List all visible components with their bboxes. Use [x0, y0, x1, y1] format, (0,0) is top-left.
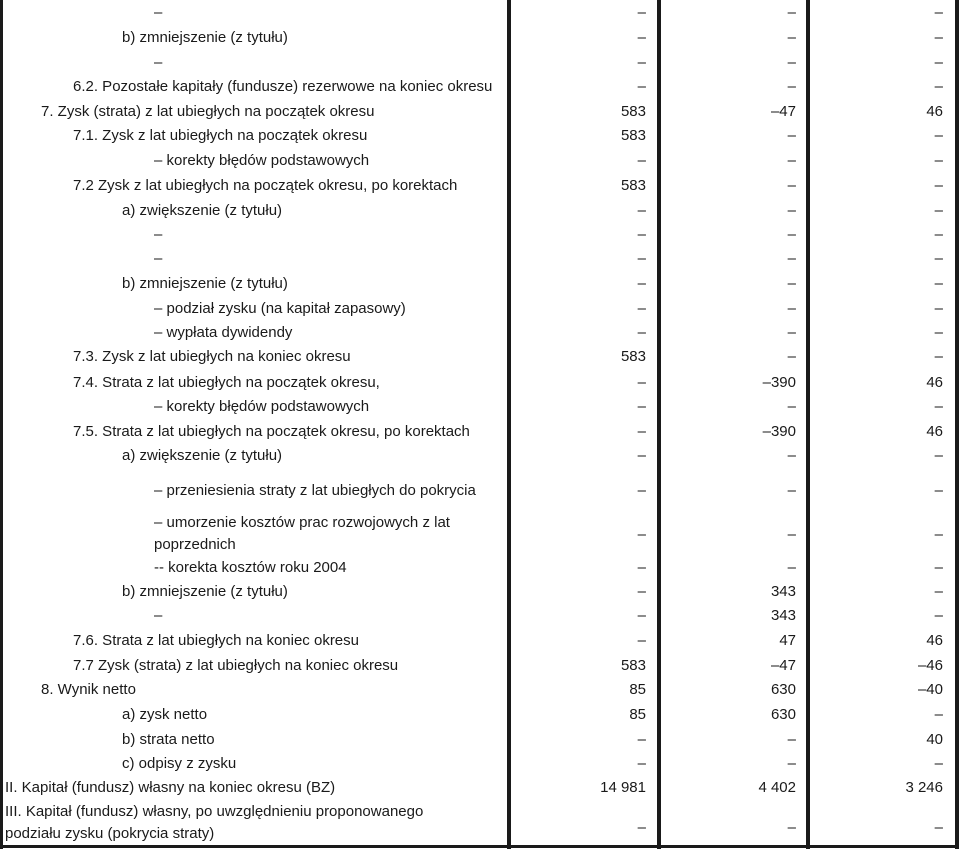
column-divider-3 — [806, 0, 810, 849]
value-col-3: – — [934, 78, 943, 95]
row-label: – korekty błędów podstawowych — [154, 152, 370, 169]
value-col-2: 630 — [770, 681, 796, 698]
value-col-1: 583 — [620, 348, 646, 365]
value-col-3: –40 — [917, 681, 943, 698]
value-col-1: – — [637, 559, 646, 576]
row-label: – — [154, 250, 163, 267]
value-col-1: – — [637, 275, 646, 292]
value-col-2: – — [787, 731, 796, 748]
value-col-1: – — [637, 423, 646, 440]
value-col-3: – — [934, 607, 943, 624]
value-col-2: 47 — [779, 632, 796, 649]
value-col-2: – — [787, 755, 796, 772]
value-col-3: – — [934, 706, 943, 723]
value-col-1: 85 — [629, 706, 646, 723]
row-label: 7.1. Zysk z lat ubiegłych na początek okresu — [73, 127, 368, 144]
value-col-3: – — [934, 819, 943, 836]
table-left-border — [0, 0, 3, 849]
value-col-1: – — [637, 374, 646, 391]
value-col-2: –390 — [762, 374, 796, 391]
value-col-2: – — [787, 226, 796, 243]
value-col-1: 583 — [620, 127, 646, 144]
value-col-2: 343 — [770, 583, 796, 600]
value-col-1: – — [637, 819, 646, 836]
value-col-3: – — [934, 559, 943, 576]
value-col-2: – — [787, 250, 796, 267]
value-col-2: –47 — [770, 103, 796, 120]
value-col-3: – — [934, 300, 943, 317]
value-col-2: – — [787, 152, 796, 169]
value-col-2: 630 — [770, 706, 796, 723]
value-col-3: 46 — [926, 103, 943, 120]
value-col-1: – — [637, 755, 646, 772]
value-col-3: – — [934, 755, 943, 772]
value-col-3: – — [934, 275, 943, 292]
row-label: b) zmniejszenie (z tytułu) — [122, 29, 288, 46]
value-col-2: – — [787, 54, 796, 71]
value-col-3: – — [934, 152, 943, 169]
value-col-1: – — [637, 583, 646, 600]
value-col-3: – — [934, 54, 943, 71]
row-label: a) zwiększenie (z tytułu) — [122, 447, 283, 464]
value-col-1: – — [637, 607, 646, 624]
value-col-1: – — [637, 152, 646, 169]
value-col-2: – — [787, 177, 796, 194]
value-col-3: – — [934, 398, 943, 415]
row-label: – przeniesienia straty z lat ubiegłych do pokrycia — [154, 482, 476, 499]
value-col-3: – — [934, 447, 943, 464]
value-col-3: 46 — [926, 423, 943, 440]
row-label: 7.7 Zysk (strata) z lat ubiegłych na koniec okresu — [73, 657, 399, 674]
value-col-2: – — [787, 482, 796, 499]
value-col-2: – — [787, 324, 796, 341]
value-col-3: – — [934, 526, 943, 543]
value-col-3: – — [934, 177, 943, 194]
row-label: III. Kapitał (fundusz) własny, po uwzględnieniu proponowanego podziału zysku (pokrycia straty) — [5, 803, 424, 842]
row-label: b) strata netto — [122, 731, 215, 748]
row-label: – — [154, 4, 163, 21]
value-col-1: – — [637, 482, 646, 499]
row-label: a) zwiększenie (z tytułu) — [122, 202, 283, 219]
value-col-2: – — [787, 447, 796, 464]
table-bottom-border — [0, 845, 959, 848]
value-col-2: – — [787, 202, 796, 219]
value-col-3: – — [934, 202, 943, 219]
row-label: 7.3. Zysk z lat ubiegłych na koniec okresu — [73, 348, 351, 365]
row-label: 7. Zysk (strata) z lat ubiegłych na początek okresu — [41, 103, 375, 120]
row-label: – wypłata dywidendy — [154, 324, 293, 341]
value-col-2: – — [787, 275, 796, 292]
value-col-1: 14 981 — [600, 779, 646, 796]
row-label: 7.2 Zysk z lat ubiegłych na początek okresu, po korektach — [73, 177, 458, 194]
column-divider-2 — [657, 0, 661, 849]
value-col-2: – — [787, 78, 796, 95]
value-col-1: – — [637, 250, 646, 267]
row-label: b) zmniejszenie (z tytułu) — [122, 583, 288, 600]
value-col-1: – — [637, 4, 646, 21]
row-label: – — [154, 607, 163, 624]
table-right-border — [955, 0, 959, 849]
value-col-3: – — [934, 482, 943, 499]
row-label: a) zysk netto — [122, 706, 208, 723]
row-label: c) odpisy z zysku — [122, 755, 237, 772]
value-col-1: – — [637, 324, 646, 341]
value-col-1: – — [637, 29, 646, 46]
value-col-2: – — [787, 348, 796, 365]
value-col-2: – — [787, 398, 796, 415]
value-col-3: – — [934, 127, 943, 144]
value-col-3: – — [934, 348, 943, 365]
row-label: b) zmniejszenie (z tytułu) — [122, 275, 288, 292]
value-col-3: – — [934, 29, 943, 46]
value-col-3: – — [934, 583, 943, 600]
value-col-2: – — [787, 559, 796, 576]
column-divider-1 — [507, 0, 511, 849]
value-col-2: 4 402 — [758, 779, 796, 796]
row-label: 7.5. Strata z lat ubiegłych na początek okresu, po korektach — [73, 423, 470, 440]
value-col-2: – — [787, 300, 796, 317]
value-col-1: – — [637, 78, 646, 95]
row-label: – podział zysku (na kapitał zapasowy) — [154, 300, 406, 317]
value-col-1: – — [637, 54, 646, 71]
value-col-3: 46 — [926, 374, 943, 391]
value-col-1: 583 — [620, 103, 646, 120]
value-col-2: – — [787, 4, 796, 21]
row-label: -- korekta kosztów roku 2004 — [154, 559, 347, 576]
row-label: – korekty błędów podstawowych — [154, 398, 370, 415]
value-col-2: –390 — [762, 423, 796, 440]
value-col-3: 3 246 — [905, 779, 943, 796]
value-col-3: –46 — [917, 657, 943, 674]
row-label: – — [154, 226, 163, 243]
value-col-2: 343 — [770, 607, 796, 624]
value-col-3: 46 — [926, 632, 943, 649]
value-col-3: – — [934, 4, 943, 21]
value-col-2: – — [787, 29, 796, 46]
row-label: 7.6. Strata z lat ubiegłych na koniec okresu — [73, 632, 359, 649]
value-col-1: – — [637, 447, 646, 464]
value-col-1: 583 — [620, 177, 646, 194]
value-col-3: 40 — [926, 731, 943, 748]
value-col-1: – — [637, 226, 646, 243]
value-col-2: – — [787, 819, 796, 836]
value-col-1: – — [637, 632, 646, 649]
value-col-2: –47 — [770, 657, 796, 674]
value-col-1: – — [637, 731, 646, 748]
value-col-3: – — [934, 324, 943, 341]
row-label: 8. Wynik netto — [41, 681, 136, 698]
row-label: II. Kapitał (fundusz) własny na koniec okresu (BZ) — [5, 779, 336, 796]
value-col-2: – — [787, 526, 796, 543]
value-col-3: – — [934, 226, 943, 243]
row-label: – umorzenie kosztów prac rozwojowych z lat poprzednich — [154, 514, 450, 553]
value-col-1: – — [637, 300, 646, 317]
value-col-1: – — [637, 202, 646, 219]
value-col-2: – — [787, 127, 796, 144]
value-col-1: – — [637, 398, 646, 415]
row-label: – — [154, 54, 163, 71]
value-col-1: – — [637, 526, 646, 543]
row-label: 6.2. Pozostałe kapitały (fundusze) rezerwowe na koniec okresu — [73, 78, 493, 95]
value-col-1: 85 — [629, 681, 646, 698]
row-label: 7.4. Strata z lat ubiegłych na początek okresu, — [73, 374, 380, 391]
value-col-1: 583 — [620, 657, 646, 674]
value-col-3: – — [934, 250, 943, 267]
